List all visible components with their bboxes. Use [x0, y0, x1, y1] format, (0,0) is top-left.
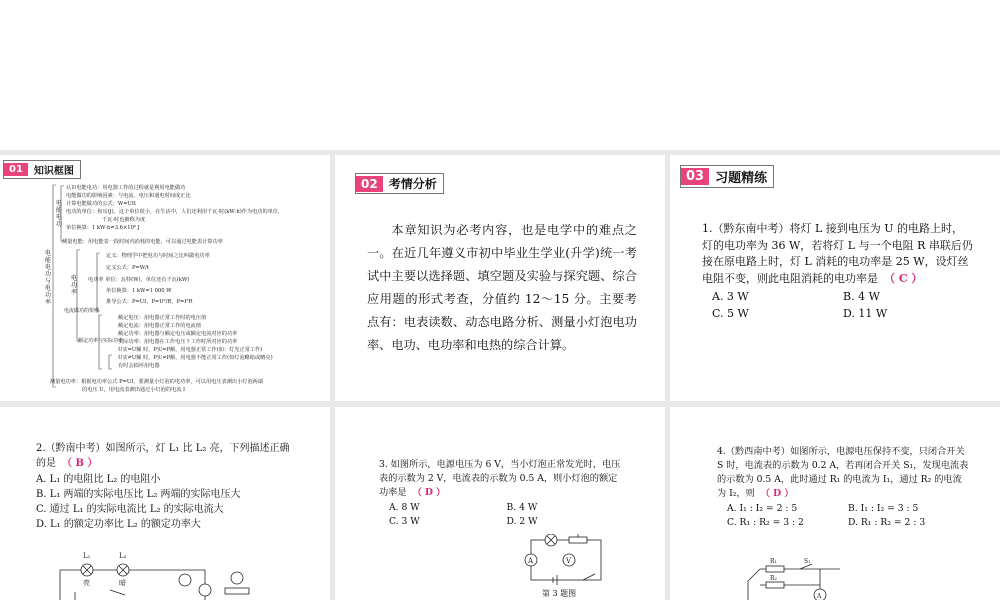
panel-knowledge-map[interactable]: [0, 155, 330, 401]
mind-line: 测量电能：用电能表一段时间内消耗的电能，可以通过电能表计算功率: [62, 239, 223, 245]
option-b[interactable]: B. L₁ 两端的实际电压比 L₂ 两端的实际电压大: [36, 489, 241, 500]
option-b[interactable]: B. 4 W: [506, 502, 538, 513]
mind-line: U实=U额 时，P实=P额，用电器正常工作(如：灯光正常工作): [118, 347, 263, 353]
branch-dianneng-gonglv: 电功率: [70, 275, 77, 296]
option-list: [36, 472, 298, 532]
option-c[interactable]: C. R₁ : R₂ = 3 : 2: [727, 517, 804, 528]
mind-line: 额定电流：用电器正常工作的电流值: [118, 323, 202, 329]
lamp-label-1: L₁: [83, 552, 91, 560]
question-4: [717, 445, 969, 530]
mind-line: 的电压 U，用电流表测出通过小灯泡的电流 I: [82, 387, 186, 393]
figure-caption: 第 3 题图: [542, 589, 577, 598]
mind-line: 单位换算：1 kW=1 000 W: [106, 288, 172, 294]
option-d[interactable]: D. 11 W: [843, 306, 888, 320]
option-a[interactable]: A. L₁ 的电阻比 L₂ 的电阻小: [36, 474, 161, 485]
question-stem: 2.（黔南中考）如图所示，灯 L₁ 比 L₂ 亮，下列描述正确的是: [36, 443, 290, 469]
mind-line: 实际功率：用电器在工作电压下工作时所对应的功率: [118, 339, 238, 345]
q3-circuit-diagram: [523, 534, 613, 590]
option-list: [727, 502, 969, 530]
panel-exam-analysis[interactable]: [335, 155, 665, 401]
branch-power-rating: 额定功率与实际功率: [78, 338, 124, 344]
option-d[interactable]: D. L₁ 的额定功率比 L₂ 的额定功率大: [36, 519, 201, 530]
question-stem: 3. 如图所示，电源电压为 6 V，当小灯泡正常发光时，电压表的示数为 2 V，电流表的示数为 0.5 A，则小灯泡的额定功率是: [379, 459, 621, 498]
option-c[interactable]: C. 通过 L₁ 的实际电流比 L₂ 的实际电流大: [36, 504, 224, 515]
mind-line: 单位换算：1 kW·h=3.6×10⁶ J: [66, 225, 140, 231]
section-title: 考情分析: [388, 177, 437, 191]
section-header-02: [355, 173, 444, 194]
label-r1: R₁: [770, 558, 777, 565]
branch-dianneng: 电能电功: [55, 200, 62, 228]
mind-line: 测量电功率：根据电功率公式 P=UI，要测量小灯泡的电功率，可以用电压表测出小灯泡两端: [50, 379, 264, 385]
answer-mark: （ D ）: [412, 487, 446, 498]
section-number: 03: [681, 168, 709, 185]
mind-line: 电功率 单位：瓦特(W)，单位还有千瓦(kW): [88, 277, 190, 283]
mind-line: 千瓦·时也被称为度: [102, 217, 146, 223]
panel-question-2[interactable]: [0, 407, 330, 600]
mind-line: 认识电能电功：用电器工作的过程就是利用电能做功: [66, 185, 186, 191]
svg-text:A: A: [817, 593, 822, 600]
option-a[interactable]: A. 8 W: [389, 502, 420, 513]
mind-line: 电功的单位：焦耳(J)，这个单位很小，在生活中，人们还利用千瓦·时(kW·h)作为电功的单位，: [66, 209, 284, 215]
section-number: 01: [4, 163, 28, 176]
option-a[interactable]: A. 3 W: [712, 290, 749, 303]
panel-question-4[interactable]: [670, 407, 1000, 600]
q2-circuit-diagram: [55, 550, 275, 600]
section-number: 02: [356, 176, 383, 192]
branch-yongdianqi: 电流做功的快慢: [64, 308, 100, 314]
mind-line: U实≠U额 时，P实≠P额，用电器不能正常工作(如灯泡略暗或略亮): [118, 355, 273, 361]
lamp-state-1: 亮: [83, 579, 90, 587]
answer-mark: （ B ）: [62, 458, 98, 469]
label-r2: R₂: [770, 575, 777, 582]
option-c[interactable]: C. 5 W: [712, 306, 749, 320]
answer-mark: （ C ）: [884, 271, 923, 285]
mind-line: 有时会损坏用电器: [118, 363, 160, 369]
option-b[interactable]: B. 4 W: [843, 290, 880, 303]
mind-line: 额定电压：用电器正常工作时的电压值: [118, 315, 207, 321]
option-list: [712, 289, 974, 322]
mind-line: 推导公式：P=UI，P=U²/R，P=I²R: [106, 299, 193, 305]
q4-circuit-diagram: [740, 557, 850, 600]
lamp-state-2: 暗: [119, 579, 126, 587]
question-stem: 4.（黔西南中考）如图所示，电源电压保持不变，只闭合开关 S 时，电流表的示数为 0.2 A，若再闭合开关 S₁，发现电流表的示数为 0.5 A，此时通过 R₁ 的电流为 I₁，通过 R₂ 的电流为 I₂，则: [717, 446, 969, 499]
panel-question-3[interactable]: [335, 407, 665, 600]
svg-text:V: V: [566, 557, 572, 565]
option-a[interactable]: A. I₁ : I₂ = 2 : 5: [727, 503, 798, 514]
svg-text:A: A: [528, 557, 534, 565]
question-3: [379, 458, 624, 529]
mind-line: 定义：物理学中把电功与时间之比叫做电功率: [106, 253, 210, 259]
option-b[interactable]: B. I₁ : I₂ = 3 : 5: [848, 503, 919, 514]
option-d[interactable]: D. R₁ : R₂ = 2 : 3: [848, 517, 926, 528]
question-2: [36, 441, 298, 532]
section-title: 知识框图: [33, 166, 74, 177]
lamp-label-2: L₂: [119, 552, 127, 560]
question-1: [702, 221, 974, 322]
answer-mark: （ D ）: [760, 488, 794, 499]
exam-analysis-text: 本章知识为必考内容，也是电学中的难点之一。在近几年遵义市初中毕业生学业(升学)统一考试中主要以选择题、填空题及实验与探究题、综合应用题的形式考查，分值约 12～15 分。主要考点有：电表读数、动态电路分析、测量小灯泡电功率、电功、电功率和电热的综合计算。: [367, 223, 637, 352]
mind-line: 额定功率：用电器与额定电压或额定电流对应的功率: [118, 331, 238, 337]
option-c[interactable]: C. 3 W: [389, 516, 420, 527]
mind-map-root: 电能电功与电功率: [44, 250, 51, 306]
mind-line: 电能做功的影响因素：与电流、电压和通电时间成正比: [66, 193, 191, 199]
option-list: [389, 501, 624, 529]
mind-line: 计算电能做功的公式：W=UIt: [66, 201, 137, 207]
label-s1: S₁: [804, 558, 811, 565]
option-d[interactable]: D. 2 W: [506, 516, 538, 527]
section-header-03: [680, 165, 774, 188]
panel-exercises-q1[interactable]: [670, 155, 1000, 401]
mind-line: 定义公式：P=W/t: [106, 265, 149, 271]
section-title: 习题精练: [715, 171, 768, 186]
question-stem: 1.（黔东南中考）将灯 L 接到电压为 U 的电路上时，灯的电功率为 36 W，若将灯 L 与一个电阻 R 串联后仍接在原电路上时，灯 L 消耗的电功率是 25 W，设灯丝电阻不变，则此电阻消耗的电功率是: [702, 222, 973, 285]
